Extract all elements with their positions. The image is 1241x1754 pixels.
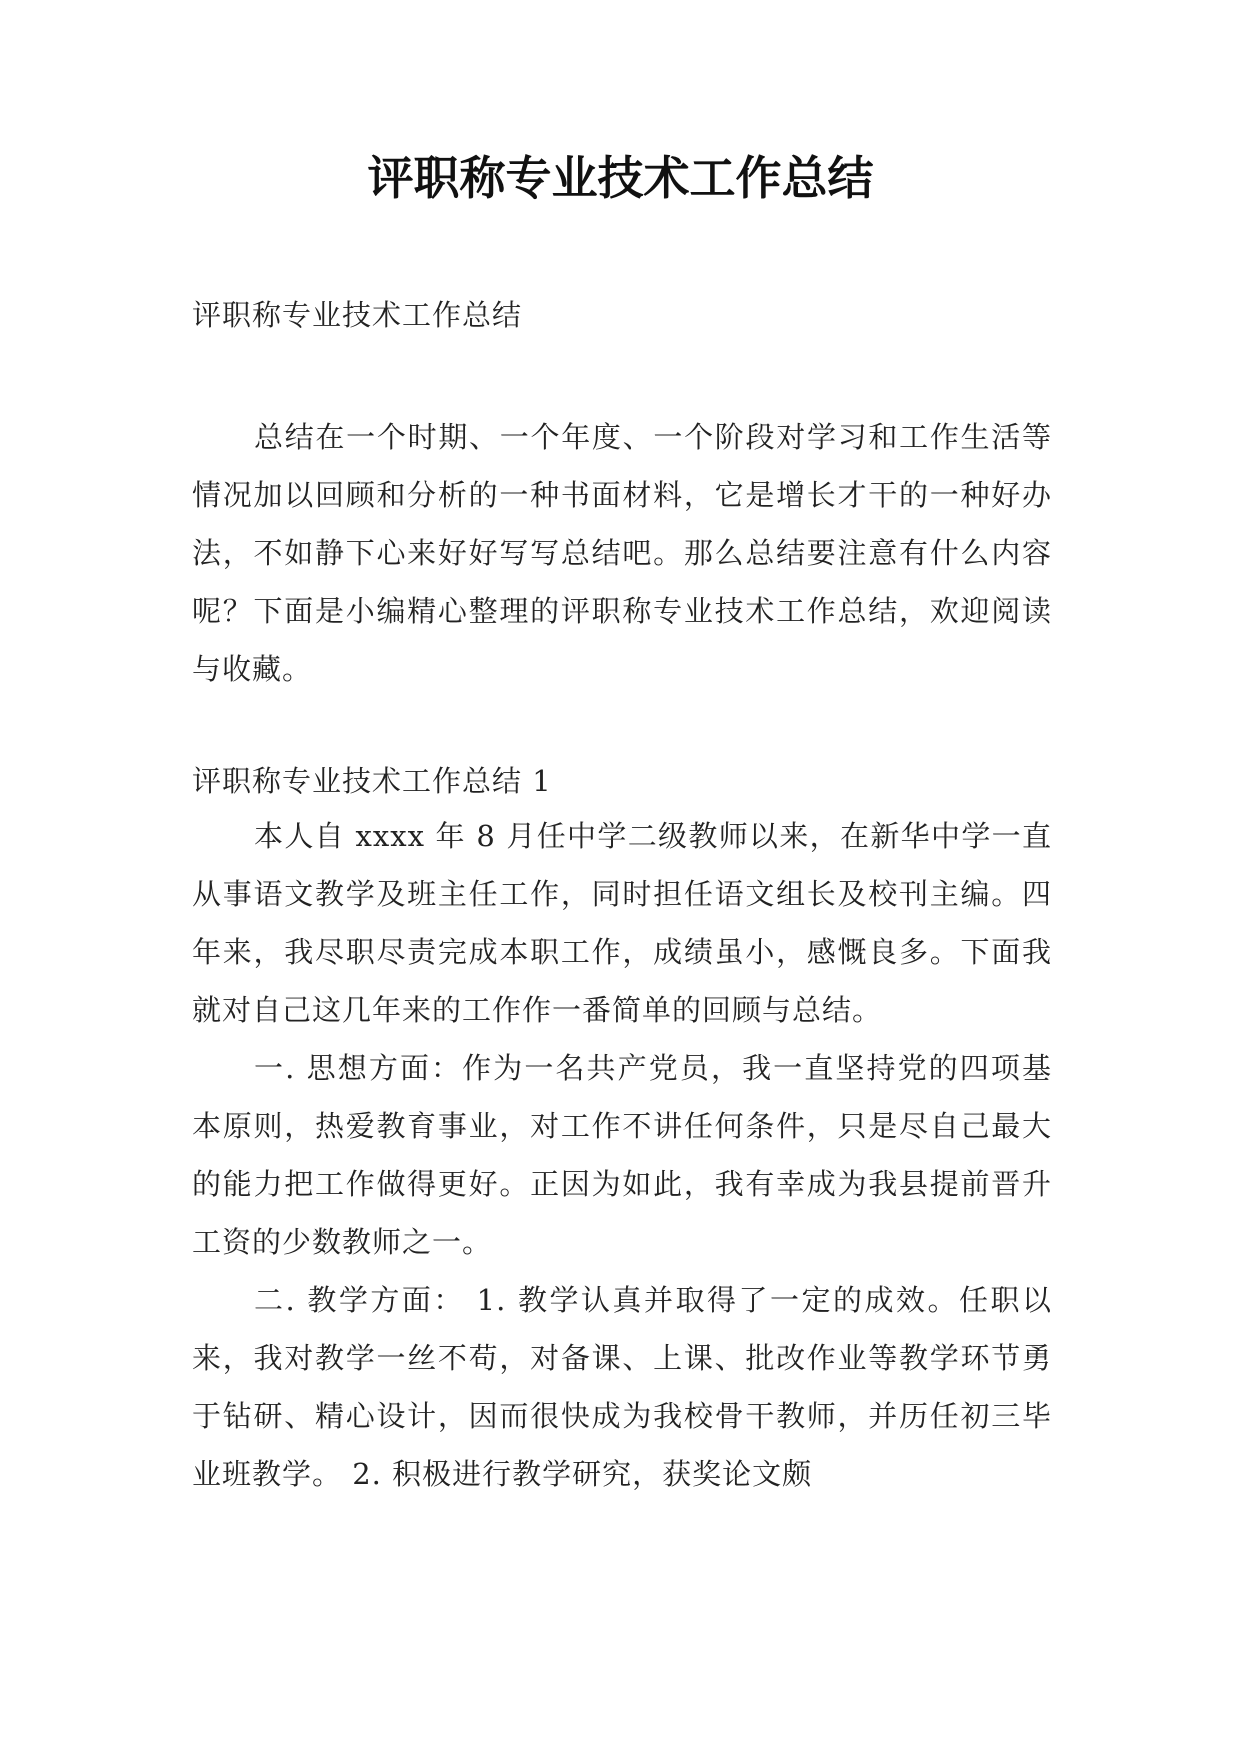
- document-title: 评职称专业技术工作总结: [367, 151, 874, 205]
- paragraph-teaching: 二. 教学方面： 1. 教学认真并取得了一定的成效。任职以来，我对教学一丝不苟，对备课、上课、批改作业等教学环节勇于钻研、精心设计，因而很快成为我校骨干教师，并历任初三毕业班教学。 2. 积极进行教学研究，获奖论文颇: [192, 1283, 1052, 1491]
- section-body: [192, 807, 1052, 1503]
- section-heading: 评职称专业技术工作总结 1: [192, 764, 552, 798]
- paragraph-ideology: 一. 思想方面：作为一名共产党员，我一直坚持党的四项基本原则，热爱教育事业，对工作不讲任何条件，只是尽自己最大的能力把工作做得更好。正因为如此，我有幸成为我县提前晋升工资的少数教师之一。: [192, 1051, 1052, 1259]
- document-subtitle: 评职称专业技术工作总结: [192, 298, 523, 332]
- paragraph-introduction: 本人自 xxxx 年 8 月任中学二级教师以来，在新华中学一直从事语文教学及班主任工作，同时担任语文组长及校刊主编。四年来，我尽职尽责完成本职工作，成绩虽小，感慨良多。下面我就对自己这几年来的工作作一番简单的回顾与总结。: [192, 819, 1052, 1027]
- intro-paragraph: 总结在一个时期、一个年度、一个阶段对学习和工作生活等情况加以回顾和分析的一种书面材料，它是增长才干的一种好办法，不如静下心来好好写写总结吧。那么总结要注意有什么内容呢？下面是小编精心整理的评职称专业技术工作总结，欢迎阅读与收藏。: [192, 420, 1052, 686]
